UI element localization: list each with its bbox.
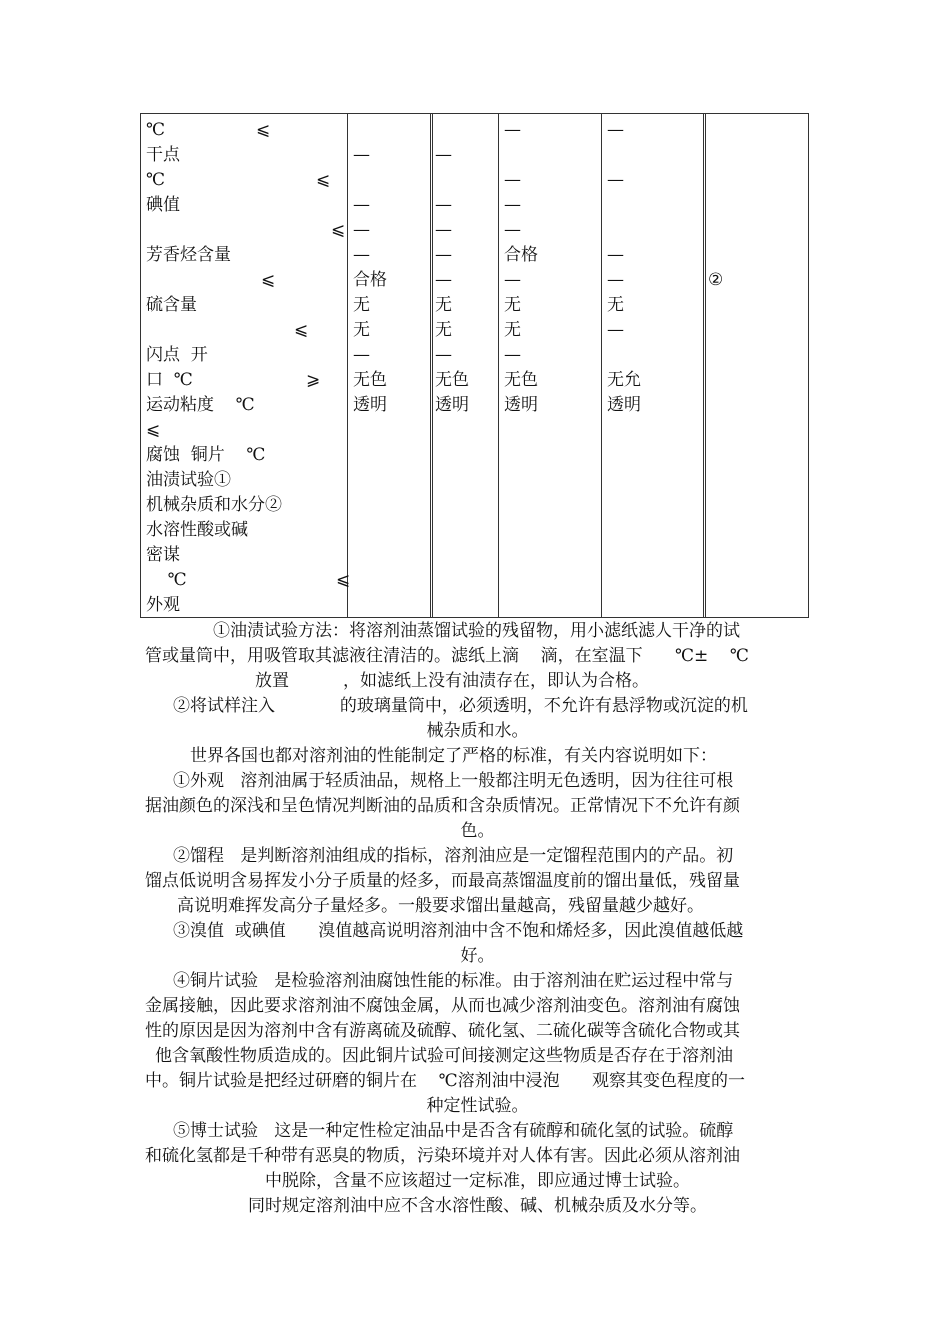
table-cell: — (607, 120, 624, 140)
table-row (146, 518, 350, 543)
text-line: 他含氧酸性物质造成的。因此铜片试验可间接测定这些物质是否存在于溶剂油 (155, 1046, 733, 1066)
table-row (146, 468, 350, 493)
table-cell (353, 118, 387, 143)
table-divider (430, 114, 433, 617)
row-label: ℃ (146, 570, 187, 590)
table-cell: — (435, 145, 452, 165)
table-cell: — (607, 270, 624, 290)
table-cell: 透明 (504, 395, 538, 415)
table-row (146, 193, 350, 218)
table-cell: 无 (504, 295, 521, 315)
table-row (146, 218, 350, 243)
table-cell: — (504, 345, 521, 365)
table-row (146, 393, 350, 418)
text-line: ④铜片试验 是检验溶剂油腐蚀性能的标准。由于溶剂油在贮运过程中常与 (173, 971, 734, 991)
table-row (146, 268, 350, 293)
table-row (146, 118, 350, 143)
text-line: 金属接触，因此要求溶剂油不腐蚀金属，从而也减少溶剂油变色。溶剂油有腐蚀 (145, 996, 740, 1016)
table-cell (607, 193, 641, 218)
text-line: 中脱除，含量不应该超过一定标准，即应通过博士试验。 (265, 1171, 690, 1191)
table-cell: — (504, 120, 521, 140)
text-line: 好。 (460, 946, 495, 966)
row-symbol: ⩽ (294, 320, 309, 340)
item-doctor-test (145, 1119, 810, 1194)
table-cell: 无允 (607, 370, 641, 390)
table-cell: — (504, 220, 521, 240)
table-cell: 透明 (607, 395, 641, 415)
row-label: 密谋 (146, 545, 180, 565)
row-label: ⩽ (146, 420, 161, 440)
table-cell (607, 143, 641, 168)
table-row (146, 368, 350, 393)
table-cell: 无 (435, 320, 452, 340)
table-cell: — (607, 245, 624, 265)
row-symbol: ⩽ (256, 120, 271, 140)
text-line: 世界各国也都对溶剂油的性能制定了严格的标准，有关内容说明如下： (190, 746, 717, 766)
table-row (146, 293, 350, 318)
table-cell: — (435, 220, 452, 240)
text-line: 械杂质和水。 (426, 721, 529, 741)
table-cell: — (435, 195, 452, 215)
row-label: 碘值 (146, 195, 180, 215)
table-row (146, 493, 350, 518)
text-line: ②将试样注入 的玻璃量筒中，必须透明，不允许有悬浮物或沉淀的机 (173, 696, 748, 716)
table-cell: 透明 (353, 395, 387, 415)
intro-line (145, 744, 810, 769)
table-cell: 无色 (435, 370, 469, 390)
row-symbol: ⩽ (331, 220, 346, 240)
table-cell: 无 (504, 320, 521, 340)
row-label: 外观 (146, 595, 180, 615)
item-column (146, 118, 350, 618)
table-cell: — (607, 320, 624, 340)
row-label: 机械杂质和水分② (146, 495, 282, 515)
footnote-1 (145, 619, 810, 694)
text-line: 和硫化氢都是千种带有恶臭的物质，污染环境并对人体有害。因此必须从溶剂油 (145, 1146, 740, 1166)
table-cell: 无 (435, 295, 452, 315)
text-line: ①油渍试验方法：将溶剂油蒸馏试验的残留物，用小滤纸滤人干净的试 (213, 621, 740, 641)
row-label: 芳香烃含量 (146, 245, 231, 265)
table-row (146, 343, 350, 368)
item-appearance (145, 769, 810, 844)
table-cell: 合格 (353, 270, 387, 290)
table-cell (435, 168, 469, 193)
footnote-2 (145, 694, 810, 744)
table-cell: — (504, 195, 521, 215)
table-cell: 合格 (504, 245, 538, 265)
row-symbol: ⩾ (306, 370, 321, 390)
value-column-1 (353, 118, 387, 418)
table-cell: 无色 (353, 370, 387, 390)
table-cell: — (353, 345, 370, 365)
closing-line (145, 1194, 810, 1219)
table-row (146, 318, 350, 343)
table-cell: — (504, 170, 521, 190)
row-label: ℃ (146, 170, 166, 190)
row-symbol: ⩽ (316, 170, 331, 190)
table-row (146, 593, 350, 618)
table-row (146, 543, 350, 568)
row-symbol: ⩽ (336, 570, 351, 590)
item-distillation (145, 844, 810, 919)
text-line: 性的原因是因为溶剂中含有游离硫及硫醇、硫化氢、二硫化碳等含硫化合物或其 (145, 1021, 740, 1041)
table-cell (504, 143, 538, 168)
table-row (146, 443, 350, 468)
text-line: ③溴值 或碘值 溴值越高说明溶剂油中含不饱和烯烃多，因此溴值越低越 (173, 921, 744, 941)
row-label: 硫含量 (146, 295, 197, 315)
value-column-5 (708, 268, 723, 293)
table-cell: — (435, 245, 452, 265)
row-label: 水溶性酸或碱 (146, 520, 248, 540)
item-bromine (145, 919, 810, 969)
table-row (146, 418, 350, 443)
text-line: 馏点低说明含易挥发小分子质量的烃多，而最高蒸馏温度前的馏出量低，残留量 (145, 871, 740, 891)
table-divider (601, 114, 602, 617)
text-line: ⑤博士试验 这是一种定性检定油品中是否含有硫醇和硫化氢的试验。硫醇 (173, 1121, 734, 1141)
row-label: 口 ℃ (146, 370, 193, 390)
table-cell: — (353, 245, 370, 265)
table-cell: — (353, 145, 370, 165)
table-cell: — (504, 270, 521, 290)
table-cell: — (353, 220, 370, 240)
value-column-2 (435, 118, 469, 418)
text-line: ②馏程 是判断溶剂油组成的指标，溶剂油应是一定馏程范围内的产品。初 (173, 846, 734, 866)
table-cell (435, 118, 469, 143)
table-cell (353, 168, 387, 193)
table-cell: 无 (607, 295, 624, 315)
table-cell (607, 218, 641, 243)
row-label: 腐蚀 铜片 ℃ (146, 445, 266, 465)
table-cell (607, 343, 641, 368)
table-cell: — (435, 270, 452, 290)
text-line: ①外观 溶剂油属于轻质油品，规格上一般都注明无色透明，因为往往可根 (173, 771, 734, 791)
text-line: 放置 ，如滤纸上没有油渍存在，即认为合格。 (255, 671, 650, 691)
text-line: 高说明难挥发高分子量烃多。一般要求馏出量越高，残留量越少越好。 (177, 896, 704, 916)
table-divider (498, 114, 499, 617)
table-row (146, 243, 350, 268)
table-cell: — (435, 345, 452, 365)
text-line: 管或量筒中，用吸管取其滤液往清洁的。滤纸上滴 滴，在室温下 ℃± ℃ (145, 646, 749, 666)
row-symbol: ⩽ (261, 270, 276, 290)
text-line: 据油颜色的深浅和呈色情况判断油的品质和含杂质情况。正常情况下不允许有颜 (145, 796, 740, 816)
table-cell: 无 (353, 295, 370, 315)
table-cell: 透明 (435, 395, 469, 415)
table-row (146, 168, 350, 193)
row-label: 闪点 开 (146, 345, 208, 365)
row-label: ℃ (146, 120, 166, 140)
table-divider (703, 114, 706, 617)
table-cell: — (607, 170, 624, 190)
table-cell: ② (708, 270, 724, 290)
text-line: 色。 (460, 821, 495, 841)
row-label: 干点 (146, 145, 180, 165)
row-label: 油渍试验① (146, 470, 231, 490)
table-cell: 无色 (504, 370, 538, 390)
table-cell: 无 (353, 320, 370, 340)
spec-table (140, 113, 809, 618)
table-row (146, 143, 350, 168)
value-column-4 (607, 118, 641, 418)
text-line: 中。铜片试验是把经过研磨的铜片在 ℃溶剂油中浸泡 观察其变色程度的一 (145, 1071, 746, 1091)
value-column-3 (504, 118, 538, 418)
item-copper (145, 969, 810, 1119)
text-line: 种定性试验。 (426, 1096, 529, 1116)
row-label: 运动粘度 ℃ (146, 395, 255, 415)
text-line: 同时规定溶剂油中应不含水溶性酸、碱、机械杂质及水分等。 (248, 1196, 707, 1216)
table-row (146, 568, 350, 593)
table-cell: — (353, 195, 370, 215)
